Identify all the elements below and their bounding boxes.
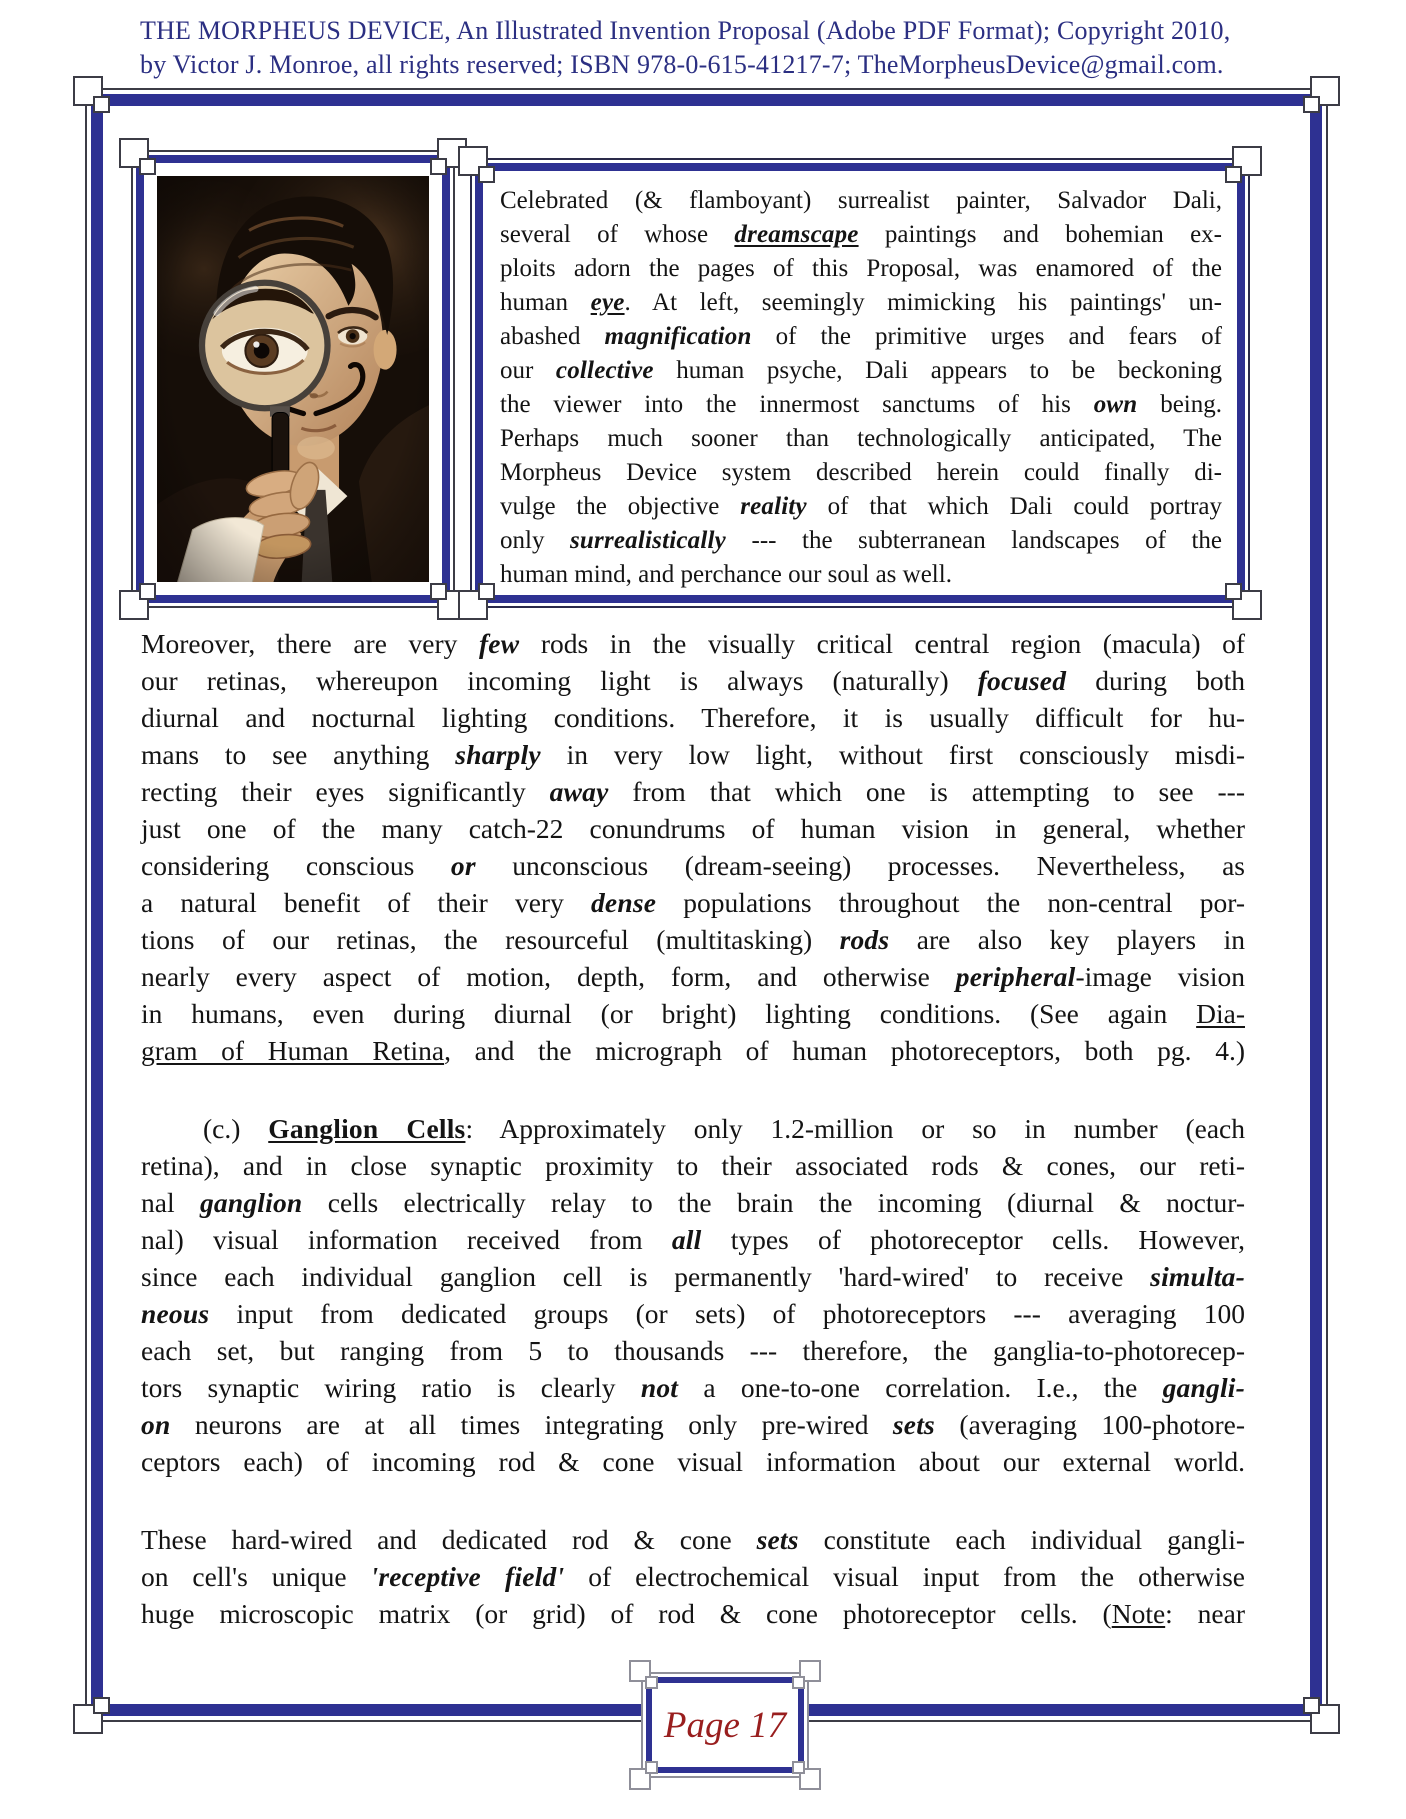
header-line-1: THE MORPHEUS DEVICE, An Illustrated Invention Proposal (Adobe PDF Format); Copyright 2010, [140,16,1231,45]
corner-ornament-icon [1310,1704,1340,1734]
text-line: human mind, and perchance our soul as well. [500,561,952,588]
corner-ornament-icon [119,590,149,620]
text-line: our collective human psyche, Dali appears to be beckoning [500,357,1222,384]
text-line: on neurons are at all times integrating only pre-wired sets (averaging 100-photore- [141,1409,1245,1440]
corner-ornament-icon [458,146,488,176]
paragraph-rods [141,625,1245,1069]
text-line: Celebrated (& flamboyant) surrealist painter, Salvador Dali, [500,187,1222,214]
corner-ornament-icon [119,138,149,168]
text-line: (c.) Ganglion Cells: Approximately only 1.2-million or so in number (each [203,1113,1245,1144]
text-line: on cell's unique 'receptive field' of electrochemical visual input from the otherwise [141,1561,1245,1592]
paragraph-ganglion-cells [141,1110,1245,1480]
text-line: the viewer into the innermost sanctums of his own being. [500,391,1222,418]
text-line: Perhaps much sooner than technologically anticipated, The [500,425,1222,452]
text-line: a natural benefit of their very dense populations throughout the non-central por- [141,887,1246,918]
text-line: abashed magnification of the primitive urges and fears of [500,323,1222,350]
text-line: vulge the objective reality of that which Dali could portray [500,493,1222,520]
corner-ornament-icon [73,76,103,106]
text-line: in humans, even during diurnal (or bright) lighting conditions. (See again Dia- [141,998,1245,1029]
corner-ornament-icon [437,138,467,168]
dali-portrait-photo [157,176,429,582]
page-number-frame [641,1672,809,1778]
corner-ornament-icon [1232,146,1262,176]
text-line: ceptors each) of incoming rod & cone visual information about our external world. [141,1446,1245,1477]
text-line: mans to see anything sharply in very low light, without first consciously misdi- [141,739,1245,770]
page-number-outline [641,1672,809,1778]
dali-caption-text [500,184,1222,592]
paragraph-receptive-field [141,1521,1245,1632]
text-line: diurnal and nocturnal lighting conditions. Therefore, it is usually difficult for hu- [141,702,1245,733]
corner-ornament-icon [629,1768,651,1790]
text-line: each set, but ranging from 5 to thousands --- therefore, the ganglia-to-photorecep- [141,1335,1245,1366]
text-line: ploits adorn the pages of this Proposal, was enamored of the [500,255,1222,282]
page-number-label: Page 17 [663,1704,787,1746]
text-line: retina), and in close synaptic proximity to their associated rods & cones, our reti- [141,1150,1245,1181]
text-line: Morpheus Device system described herein could finally di- [500,459,1222,486]
text-line: just one of the many catch-22 conundrums of human vision in general, whether [141,813,1245,844]
text-line: considering conscious or unconscious (dream-seeing) processes. Nevertheless, as [141,850,1245,881]
corner-ornament-icon [437,590,467,620]
page-number-band [646,1677,804,1773]
corner-ornament-icon [73,1704,103,1734]
corner-ornament-icon [458,590,488,620]
text-line: human eye. At left, seemingly mimicking his paintings' un- [500,289,1222,316]
text-line: recting their eyes significantly away from that which one is attempting to see --- [141,776,1245,807]
document-header [140,14,1320,82]
text-line: since each individual ganglion cell is permanently 'hard-wired' to receive simulta- [141,1261,1245,1292]
text-line: neous input from dedicated groups (or sets) of photoreceptors --- averaging 100 [141,1298,1245,1329]
dali-portrait-illustration [157,176,429,582]
text-line: tors synaptic wiring ratio is clearly not a one-to-one correlation. I.e., the gangli- [141,1372,1245,1403]
corner-ornament-icon [1232,590,1262,620]
text-line: our retinas, whereupon incoming light is always (naturally) focused during both [141,665,1245,696]
text-line: several of whose dreamscape paintings and bohemian ex- [500,221,1223,248]
text-line: nearly every aspect of motion, depth, form, and otherwise peripheral-image vision [141,961,1245,992]
text-line: These hard-wired and dedicated rod & cone sets constitute each individual gangli- [141,1524,1245,1555]
body-text [141,625,1245,1673]
text-line: only surrealistically --- the subterranean landscapes of the [500,527,1222,554]
text-line: nal) visual information received from all types of photoreceptor cells. However, [141,1224,1245,1255]
header-line-2: by Victor J. Monroe, all rights reserved; ISBN 978-0-615-41217-7; TheMorpheusDevice@gmail.com. [140,50,1224,79]
text-line: tions of our retinas, the resourceful (multitasking) rods are also key players in [141,924,1245,955]
corner-ornament-icon [799,1768,821,1790]
text-line: gram of Human Retina, and the micrograph of human photoreceptors, both pg. 4.) [141,1035,1245,1066]
text-line: huge microscopic matrix (or grid) of rod & cone photoreceptor cells. (Note: near [141,1598,1245,1629]
text-line: Moreover, there are very few rods in the visually critical central region (macula) of [141,628,1245,659]
text-line: nal ganglion cells electrically relay to the brain the incoming (diurnal & noctur- [141,1187,1245,1218]
